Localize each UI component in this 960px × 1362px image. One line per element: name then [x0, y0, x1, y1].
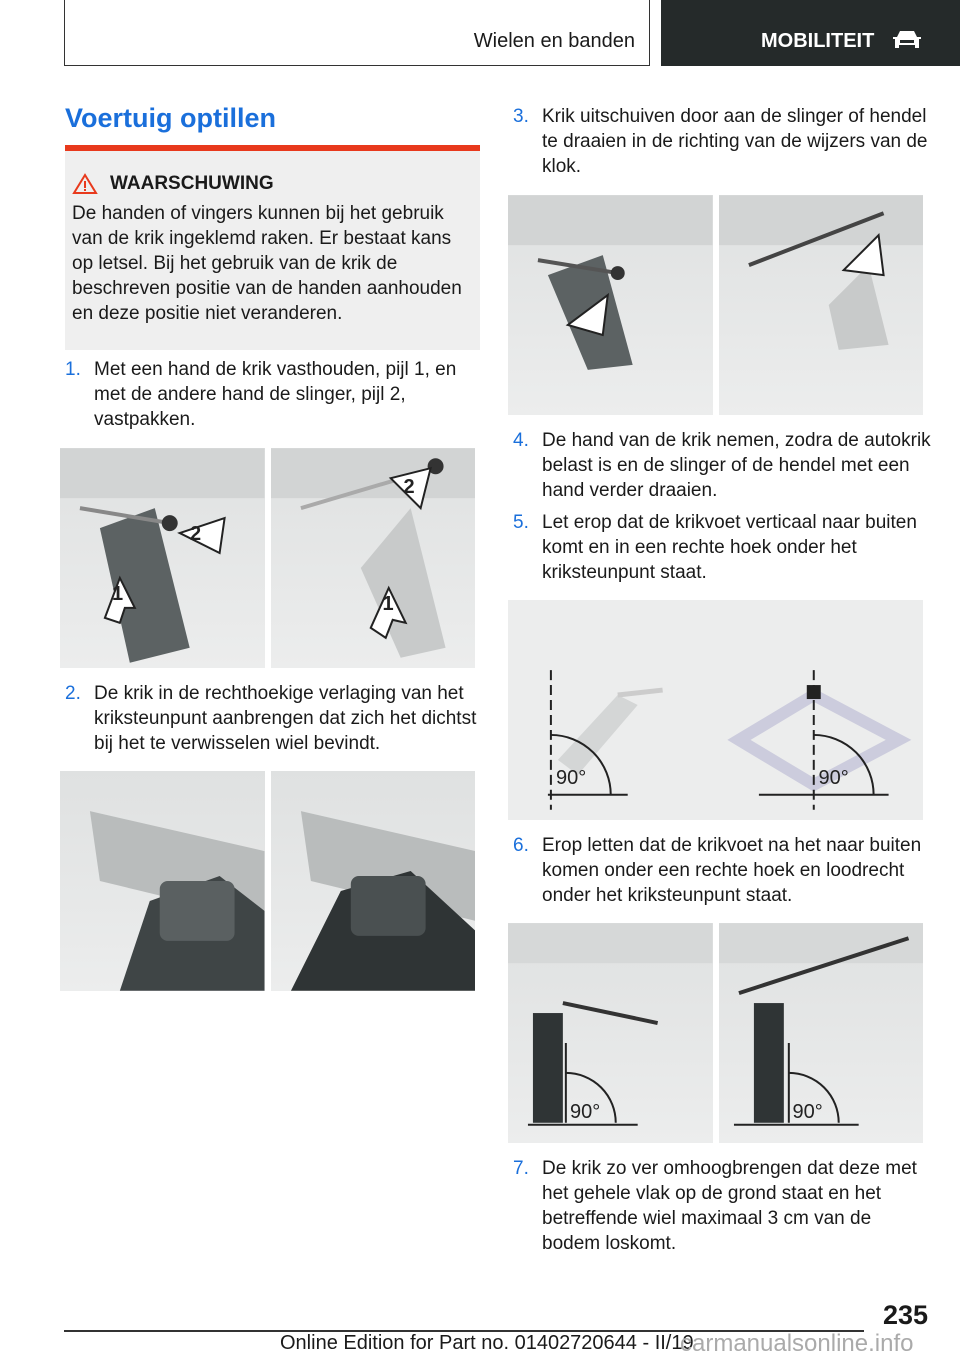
figure-hold-jack [60, 448, 475, 668]
warning-heading: WAARSCHUWING [110, 173, 274, 194]
step-text: Let erop dat de krikvoet verticaal naar buiten komt en in een rechte hoek onder het kriksteunpunt staat. [542, 512, 917, 583]
figure-jack-perpendicular [508, 923, 923, 1143]
warning-triangle-icon [72, 173, 98, 195]
figure-crank-jack [508, 195, 923, 415]
step-4 [513, 428, 933, 503]
header-section [64, 0, 650, 66]
step-6 [513, 833, 933, 908]
step-number: 2. [65, 683, 81, 704]
angle-label: 90° [570, 1101, 601, 1123]
step-3 [513, 104, 933, 179]
step-text: De krik in de rechthoekige verlaging van het kriksteunpunt aanbrengen dat zich het dichtst bij het te verwisselen wiel bevindt. [94, 683, 477, 754]
step-number: 3. [513, 106, 529, 127]
figure-jack-point [60, 771, 475, 991]
warning-text: De handen of vingers kunnen bij het gebruik van de krik ingeklemd raken. Er bestaat kans op letsel. Bij het gebruik van de krik de beschreven positie van de handen aanhouden en deze positie niet veranderen. [72, 203, 462, 324]
chapter-title: MOBILITEIT [761, 30, 875, 52]
arrow-label-1: 1 [112, 583, 124, 605]
step-number: 6. [513, 835, 529, 856]
step-1 [65, 357, 465, 432]
watermark: carmanualsonline.info [680, 1330, 914, 1357]
edition-text: Online Edition for Part no. 01402720644 - II/19 [280, 1332, 694, 1354]
step-text: Met een hand de krik vasthouden, pijl 1, en met de andere hand de slinger, pijl 2, vastpakken. [94, 359, 457, 430]
step-number: 4. [513, 430, 529, 451]
arrow-label-2: 2 [190, 523, 202, 545]
page-number: 235 [882, 1300, 928, 1330]
step-text: Krik uitschuiven door aan de slinger of hendel te draaien in de richting van de wijzers van de klok. [542, 106, 928, 177]
arrow-label-2: 2 [403, 476, 415, 498]
step-text: De hand van de krik nemen, zodra de autokrik belast is en de slinger of de hendel met een hand verder draaien. [542, 430, 931, 501]
page-title: Voertuig optillen [65, 103, 276, 133]
step-number: 1. [65, 359, 81, 380]
warning-box [65, 145, 480, 350]
step-number: 5. [513, 512, 529, 533]
step-2 [65, 681, 485, 756]
step-5 [513, 510, 933, 585]
section-title: Wielen en banden [473, 30, 635, 52]
car-icon [891, 28, 923, 52]
step-text: De krik zo ver omhoogbrengen dat deze met het gehele vlak op de grond staat en het betreffende wiel maximaal 3 cm van de bodem loskomt. [542, 1158, 917, 1254]
step-number: 7. [513, 1158, 529, 1179]
figure-right-angle-diagram [508, 600, 923, 820]
angle-label: 90° [556, 767, 587, 789]
angle-label: 90° [818, 767, 849, 789]
angle-label: 90° [792, 1101, 823, 1123]
step-7 [513, 1156, 933, 1256]
header-chapter [661, 0, 960, 66]
arrow-label-1: 1 [382, 593, 394, 615]
step-text: Erop letten dat de krikvoet na het naar buiten komen onder een rechte hoek en loodrecht onder het kriksteunpunt staat. [542, 835, 922, 906]
